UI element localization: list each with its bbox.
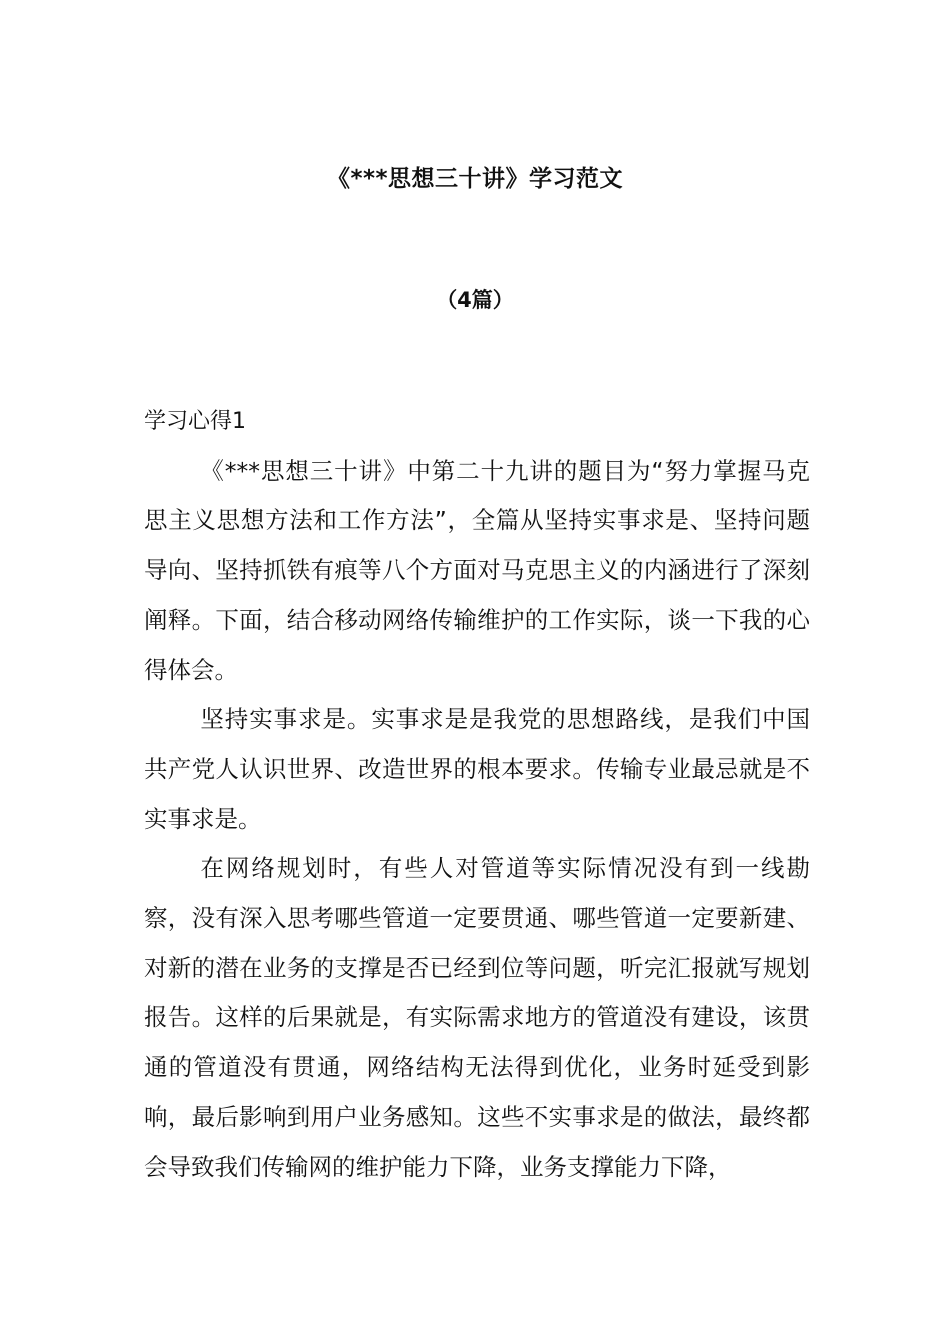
section-heading: 学习心得1 (144, 409, 246, 434)
document-body (144, 397, 810, 1192)
paragraph-2: 坚持实事求是。实事求是是我党的思想路线，是我们中国共产党人认识世界、改造世界的根本要求。传输专业最忌就是不实事求是。 (144, 705, 810, 833)
document-subtitle: （4篇） (436, 288, 514, 312)
document-title: 《***思想三十讲》学习范文 (326, 166, 624, 192)
paragraph-3: 在网络规划时，有些人对管道等实际情况没有到一线勘察，没有深入思考哪些管道一定要贯通、哪些管道一定要新建、对新的潜在业务的支撑是否已经到位等问题，听完汇报就写规划报告。这样的后果就是，有实际需求地方的管道没有建设，该贯通的管道没有贯通，网络结构无法得到优化，业务时延受到影响，最后影响到用户业务感知。这些不实事求是的做法，最终都会导致我们传输网的维护能力下降，业务支撑能力下降， (144, 854, 810, 1181)
paragraph-1: 《***思想三十讲》中第二十九讲的题目为“努力掌握马克思主义思想方法和工作方法”，全篇从坚持实事求是、坚持问题导向、坚持抓铁有痕等八个方面对马克思主义的内涵进行了深刻阐释。下面，结合移动网络传输维护的工作实际，谈一下我的心得体会。 (144, 456, 810, 684)
